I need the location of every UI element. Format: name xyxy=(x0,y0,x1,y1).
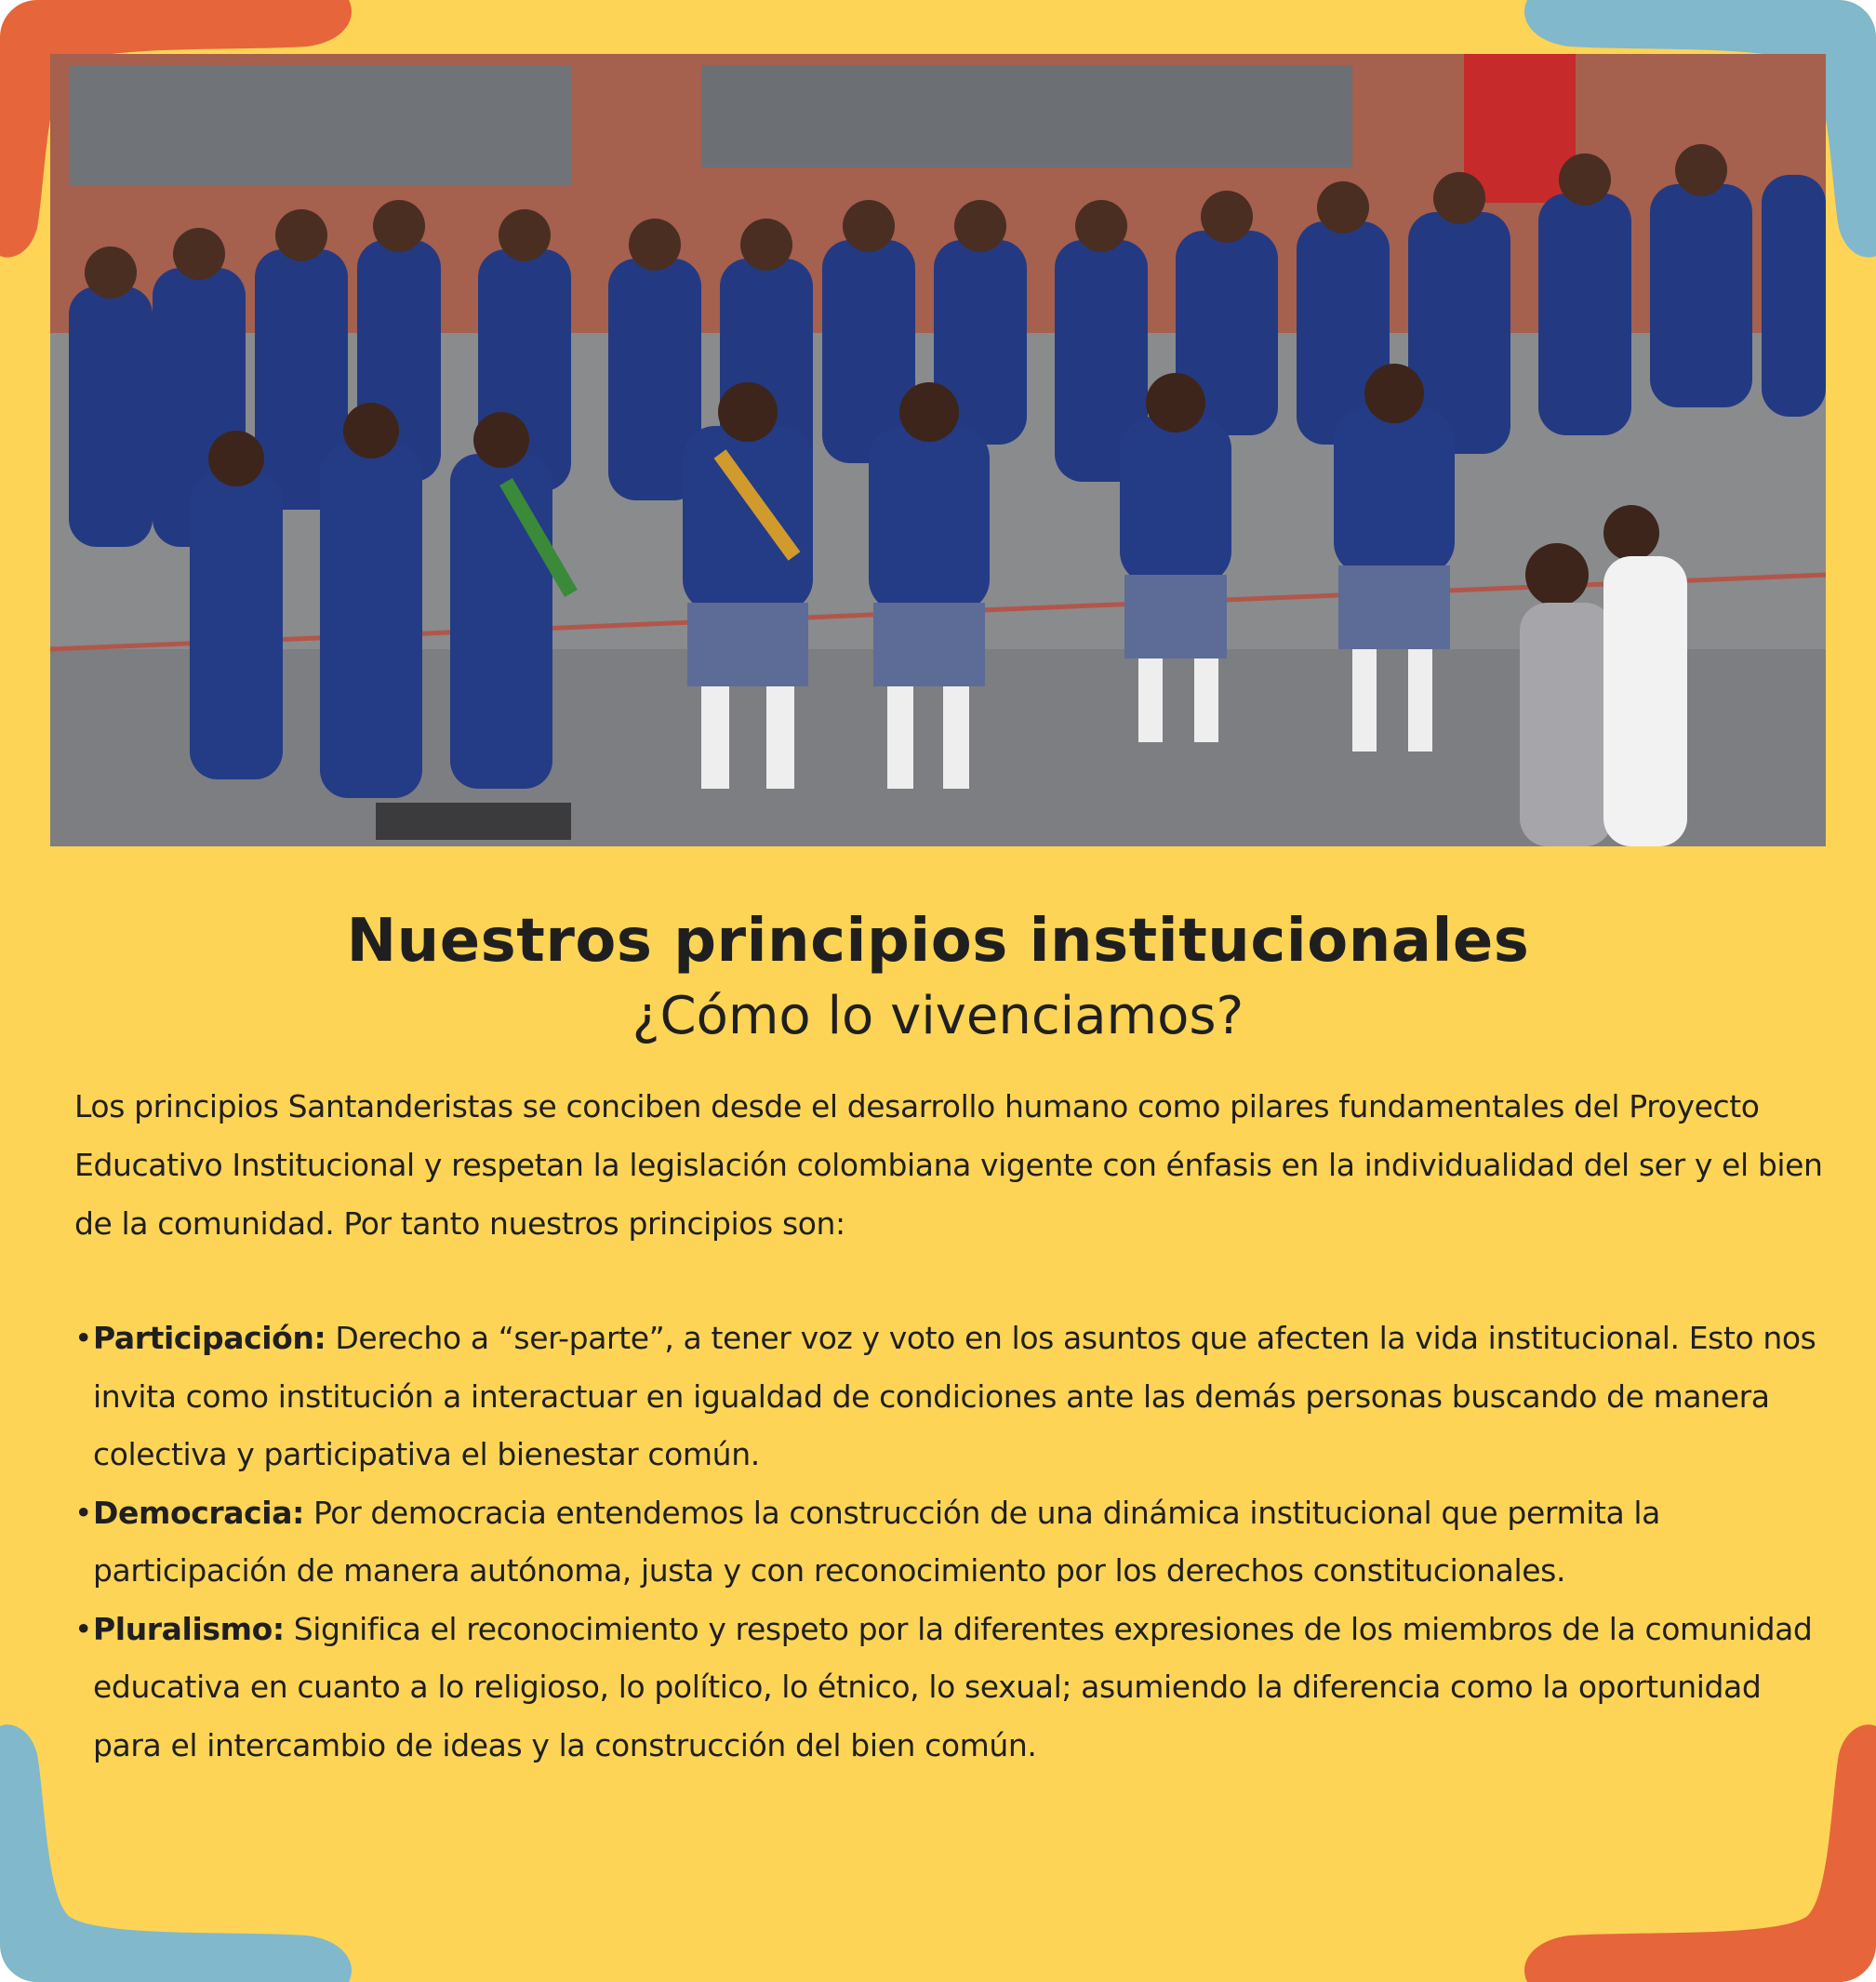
principle-description: Significa el reconocimiento y respeto por la diferentes expresiones de los miembros de la comunidad educativa en cuanto a lo religioso, lo político, lo étnico, lo sexual; asumiendo la diferencia como la oportunidad para el intercambio de ideas y la construcción del bien común. xyxy=(93,1610,1813,1763)
students-photo xyxy=(50,54,1826,846)
bullet: • xyxy=(74,1320,93,1356)
page-title: Nuestros principios institucionales xyxy=(346,907,1530,976)
intro-paragraph: Los principios Santanderistas se conciben desde el desarrollo humano como pilares fundamentales del Proyecto Educativo Institucional y respetan la legislación colombiana vigente con énfasis en la individualidad del ser y el bien de la comunidad. Por tanto nuestros principios son: xyxy=(74,1088,1823,1242)
bullet: • xyxy=(74,1610,93,1647)
principle-item-pluralismo xyxy=(74,1601,1823,1776)
principles-list xyxy=(74,1310,1823,1775)
principle-term: Democracia: xyxy=(93,1494,304,1531)
principle-item-participacion xyxy=(74,1310,1823,1484)
principle-item-democracia xyxy=(74,1484,1823,1601)
principle-description: Derecho a “ser-parte”, a tener voz y voto en los asuntos que afecten la vida institucional. Esto nos invita como institución a interactuar en igualdad de condiciones ante las demás personas buscando de manera colectiva y participativa el bienestar común. xyxy=(93,1320,1816,1472)
page-subtitle: ¿Cómo lo vivenciamos? xyxy=(632,986,1244,1046)
principle-term: Participación: xyxy=(93,1320,326,1356)
principle-term: Pluralismo: xyxy=(93,1610,285,1647)
bullet: • xyxy=(74,1494,93,1531)
principle-description: Por democracia entendemos la construcción de una dinámica institucional que permita la participación de manera autónoma, justa y con reconocimiento por los derechos constitucionales. xyxy=(93,1494,1661,1589)
